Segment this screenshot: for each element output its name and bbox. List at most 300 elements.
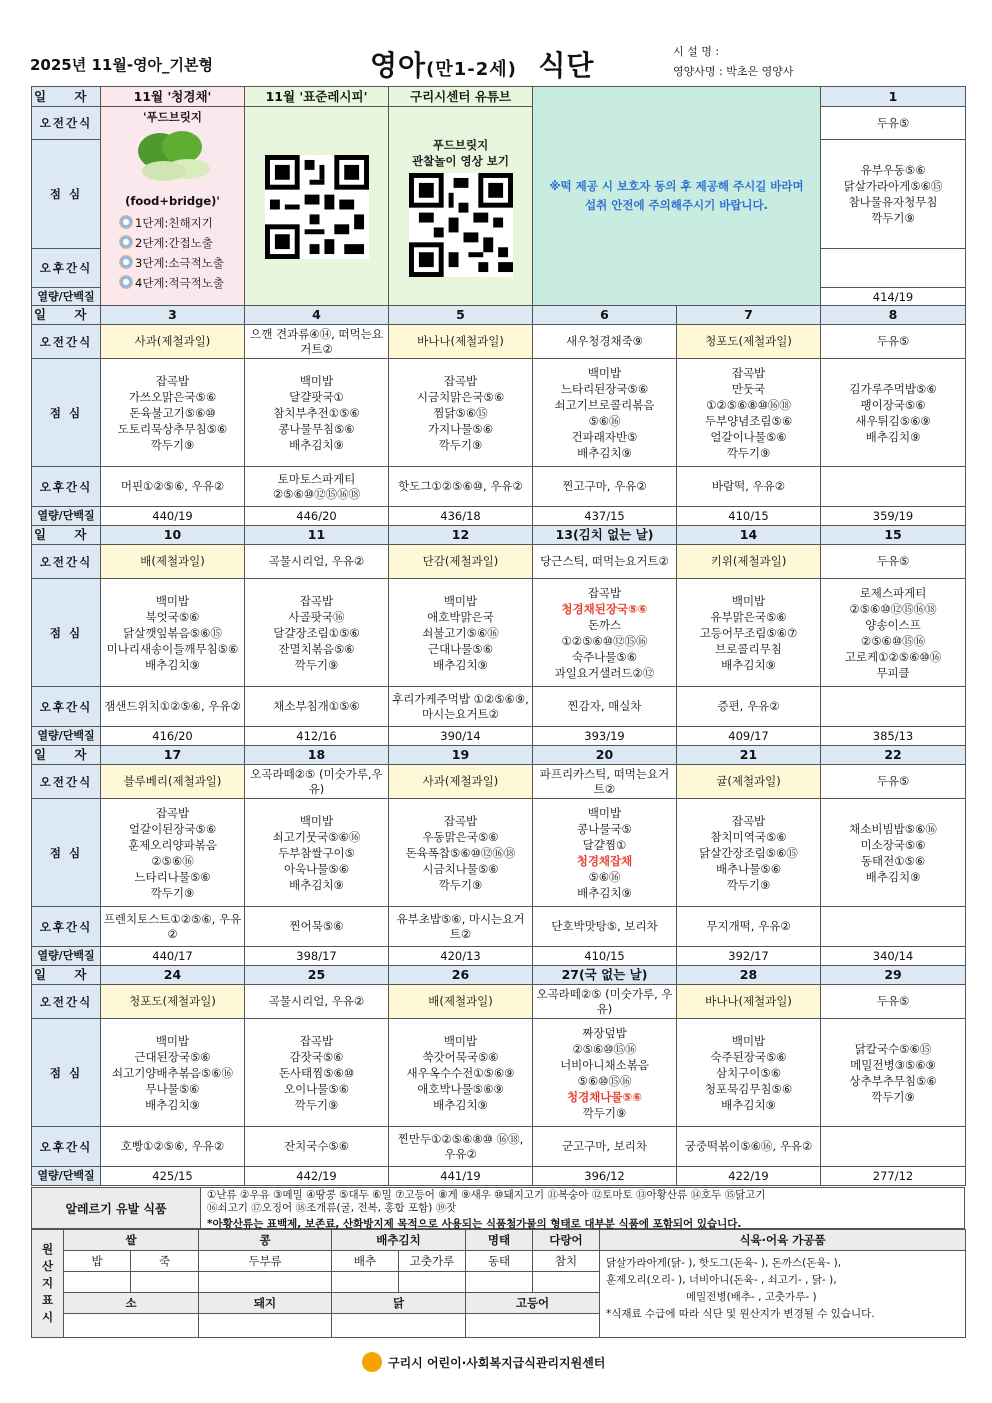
lunch-cell (245, 799, 389, 907)
lunch-cell (677, 799, 821, 907)
lunch-item: ①②⑤⑥⑧⑩⑯⑱ (706, 397, 791, 412)
lunch-cell (821, 799, 966, 907)
pm-snack-label: 오후간식 (32, 687, 101, 727)
am-snack-cell: 곡물시리얼, 우유② (245, 985, 389, 1019)
lunch-item: 얼갈이된장국⑤⑥ (128, 821, 217, 836)
lunch-item: 백미밥 (443, 593, 478, 608)
lunch-item: 두부양념조림⑤⑥ (704, 413, 793, 428)
lunch-item: 잔멸치볶음⑤⑥ (278, 641, 355, 656)
date-cell: 13(김치 없는 날) (533, 526, 677, 545)
lunch-item: 배추김치⑨ (433, 1097, 488, 1112)
lunch-item: 쇠고기뭇국⑤⑥⑯ (272, 829, 361, 844)
notice-cell (533, 87, 821, 306)
am-snack-cell: 오곡라떼②⑤ (미숫가루,우유) (245, 765, 389, 799)
lunch-item: 배추나물⑤⑥ (715, 861, 782, 876)
lunch-item: 백미밥 (155, 593, 190, 608)
pm-snack-cell: 프렌치토스트①②⑤⑥, 우유② (101, 907, 245, 947)
lunch-cell (101, 799, 245, 907)
date-cell: 21 (677, 746, 821, 765)
lunch-item: 백미밥 (587, 365, 622, 380)
date-cell: 17 (101, 746, 245, 765)
lunch-item: 얼갈이나물⑤⑥ (710, 429, 787, 444)
lunch-cell (533, 1019, 677, 1127)
pm-snack-cell (821, 467, 966, 507)
lunch-cell (821, 579, 966, 687)
energy-cell: 436/18 (389, 507, 533, 526)
am-snack-cell: 두유⑤ (821, 107, 966, 140)
energy-cell: 409/17 (677, 727, 821, 746)
lunch-item: 김가루주먹밥⑤⑥ (849, 381, 937, 396)
lunch-item: 근대나물⑤⑥ (427, 641, 494, 656)
lunch-item: 브로콜리무침 (715, 641, 782, 656)
date-label: 일 자 (32, 306, 101, 325)
energy-cell: 442/19 (245, 1167, 389, 1186)
lunch-label: 점 심 (32, 1019, 101, 1127)
lunch-cell (677, 1019, 821, 1127)
lunch-item: 백미밥 (587, 805, 622, 820)
energy-label: 열량/단백질 (32, 507, 101, 526)
date-cell: 14 (677, 526, 821, 545)
lunch-item: 백미밥 (299, 373, 334, 388)
lunch-item: 아욱나물⑤⑥ (283, 861, 350, 876)
pm-snack-cell: 호빵①②⑤⑥, 우유② (101, 1127, 245, 1167)
lunch-item: 백미밥 (299, 813, 334, 828)
lunch-cell (821, 359, 966, 467)
pm-snack-cell: 채소부침개①⑤⑥ (245, 687, 389, 727)
am-snack-cell: 청포도(제철과일) (101, 985, 245, 1019)
energy-cell: 416/20 (101, 727, 245, 746)
lunch-item: 백미밥 (443, 1033, 478, 1048)
lunch-item: 고등어무조림⑤⑥⑦ (699, 625, 798, 640)
lunch-item: 깍두기⑨ (294, 1097, 339, 1112)
allergy-box (31, 1187, 965, 1229)
lunch-item: 깍두기⑨ (438, 437, 483, 452)
lunch-label: 점 심 (32, 579, 101, 687)
lunch-item: 청경채잡채 (576, 853, 633, 868)
lunch-item: 참치미역국⑤⑥ (710, 829, 787, 844)
date-cell: 5 (389, 306, 533, 325)
date-cell: 18 (245, 746, 389, 765)
energy-cell: 340/14 (821, 947, 966, 966)
lunch-item: 배추김치⑨ (721, 657, 776, 672)
lunch-item: 우동맑은국⑤⑥ (422, 829, 499, 844)
recipe-qr-code-icon[interactable] (265, 155, 369, 259)
lunch-item: 도토리묵상추무침⑤⑥ (117, 421, 228, 436)
lunch-item: 배추김치⑨ (433, 657, 488, 672)
lunch-item: 느타리나물⑤⑥ (134, 869, 211, 884)
origin-sub-cabbage: 배추 (332, 1251, 399, 1272)
lunch-item: 달걀팟국① (289, 389, 344, 404)
lunch-item: 닭살깻잎볶음⑤⑥⑮ (123, 625, 222, 640)
lunch-item: 쇠고기양배추볶음⑤⑥⑯ (112, 1065, 233, 1080)
lunch-cell (101, 359, 245, 467)
pm-snack-cell: 증편, 우유② (677, 687, 821, 727)
date-label: 일 자 (32, 746, 101, 765)
energy-cell: 393/19 (533, 727, 677, 746)
lunch-item: 콩나물국⑤ (577, 821, 632, 836)
header-info (673, 42, 793, 82)
lunch-item: 쇠고기브로콜리볶음 (554, 397, 655, 412)
energy-cell: 410/15 (533, 947, 677, 966)
date-cell: 8 (821, 306, 966, 325)
pm-snack-cell (821, 907, 966, 947)
lunch-item: 무나물⑤⑥ (145, 1081, 200, 1096)
energy-label: 열량/단백질 (32, 1167, 101, 1186)
date-cell: 1 (821, 87, 966, 107)
lunch-item: 달걀찜① (582, 837, 627, 852)
am-snack-cell: 사과(제철과일) (389, 765, 533, 799)
am-snack-cell: 단감(제철과일) (389, 545, 533, 579)
am-snack-cell: 청포도(제철과일) (677, 325, 821, 359)
energy-cell: 398/17 (245, 947, 389, 966)
lunch-item: 잡곡밥 (155, 373, 190, 388)
lunch-item: 로제스파게티 (859, 585, 927, 600)
lunch-item: 감잣국⑤⑥ (289, 1049, 344, 1064)
lunch-item: 잡곡밥 (299, 1033, 334, 1048)
page-title: 영아(만1-2세) 식단 (370, 49, 595, 82)
lunch-item: 돈사태찜⑤⑥⑩ (278, 1065, 355, 1080)
step-badge-icon (119, 215, 133, 229)
date-cell: 7 (677, 306, 821, 325)
origin-kimchi-header: 배추김치 (332, 1230, 466, 1251)
date-label: 일 자 (32, 87, 101, 107)
am-snack-cell: 키위(제철과일) (677, 545, 821, 579)
lunch-item: 돈육폭찹⑤⑥⑩⑫⑯⑱ (405, 845, 516, 860)
allergy-label: 알레르기 유발 식품 (32, 1188, 201, 1228)
lunch-item: 배추김치⑨ (865, 429, 921, 444)
lunch-item: 돈까스 (587, 617, 622, 632)
lunch-item: 잡곡밥 (299, 593, 334, 608)
am-snack-label: 오전간식 (32, 765, 101, 799)
lunch-item: 유부맑은국⑤⑥ (710, 609, 787, 624)
energy-cell: 441/19 (389, 1167, 533, 1186)
am-snack-cell: 곡물시리얼, 우유② (245, 545, 389, 579)
lunch-cell (245, 359, 389, 467)
origin-mackerel-header: 고등어 (466, 1293, 600, 1314)
pm-snack-label: 오후간식 (32, 467, 101, 507)
pm-snack-label: 오후간식 (32, 249, 101, 288)
lunch-item: 가쓰오맑은국⑤⑥ (128, 389, 217, 404)
menu-table (31, 86, 966, 1186)
pm-snack-cell: 유부초밥⑤⑥, 마시는요거트② (389, 907, 533, 947)
am-snack-cell: 블루베리(제철과일) (101, 765, 245, 799)
pm-snack-cell: 찐만두①②⑤⑥⑧⑩ ⑯⑱, 우유② (389, 1127, 533, 1167)
lunch-item: ①②⑤⑥⑩⑫⑮⑯ (561, 633, 648, 648)
pm-snack-cell: 머핀①②⑤⑥, 우유② (101, 467, 245, 507)
date-cell: 11 (245, 526, 389, 545)
lunch-cell (533, 359, 677, 467)
origin-sub-rice: 밥 (64, 1251, 131, 1272)
step-4: 4단계:적극적노출 (119, 273, 242, 293)
step-badge-icon (119, 235, 133, 249)
lunch-item: 달걀장조림①⑤⑥ (273, 625, 360, 640)
lunch-item: 돈육불고기⑤⑥⑩ (129, 405, 216, 420)
lunch-item: ⑤⑥⑩⑮⑯ (577, 1073, 632, 1088)
origin-sub-pollack: 동태 (466, 1251, 533, 1272)
lunch-item: 훈제오리양파볶음 (128, 837, 217, 852)
am-snack-cell: 바나나(제철과일) (677, 985, 821, 1019)
date-cell: 4 (245, 306, 389, 325)
lunch-cell (677, 359, 821, 467)
food-bridge-sub: (food+bridge)' (125, 194, 220, 208)
pm-snack-cell (821, 1127, 966, 1167)
lunch-item: 쑥갓어묵국⑤⑥ (422, 1049, 499, 1064)
lunch-item: 깍두기⑨ (438, 877, 483, 892)
lunch-cell (101, 1019, 245, 1127)
lunch-label: 점 심 (32, 359, 101, 467)
origin-pollack-header: 명태 (466, 1230, 533, 1251)
origin-bean-header: 콩 (199, 1230, 332, 1251)
lunch-item: 청경채된장국⑤⑥ (561, 601, 648, 616)
lunch-item: 새우튀김⑤⑥⑨ (855, 413, 931, 428)
lunch-item: 배추김치⑨ (577, 445, 632, 460)
am-snack-cell: 배(제철과일) (101, 545, 245, 579)
youtube-qr-code-icon[interactable] (409, 173, 513, 277)
am-snack-cell: 두유⑤ (821, 325, 966, 359)
facility-name: 시 설 명 : (673, 45, 720, 58)
pm-snack-cell: 찐고구마, 우유② (533, 467, 677, 507)
lunch-item: 잡곡밥 (443, 373, 478, 388)
lunch-cell (389, 1019, 533, 1127)
lunch-item: 시금치맑은국⑤⑥ (416, 389, 505, 404)
am-snack-cell: 으깬 견과류④⑭, 떠먹는요거트② (245, 325, 389, 359)
am-snack-cell: 새우청경채죽⑨ (533, 325, 677, 359)
lunch-item: ②⑤⑥⑯ (151, 853, 194, 868)
lunch-cell (821, 1019, 966, 1127)
lunch-item: 배추김치⑨ (865, 869, 921, 884)
step-badge-icon (119, 255, 133, 269)
lunch-item: 상추부추무침⑤⑥ (849, 1073, 937, 1088)
am-snack-label: 오전간식 (32, 325, 101, 359)
lunch-item: ⑤⑥⑯ (588, 869, 621, 884)
lunch-item: 배추김치⑨ (577, 885, 632, 900)
energy-cell: 425/15 (101, 1167, 245, 1186)
lunch-item: 채소비빔밥⑤⑥⑯ (849, 821, 937, 836)
food-bridge-title: '푸드브릿지 (142, 110, 203, 124)
nutritionist-name: 영양사명 : 박초은 영양사 (673, 65, 794, 78)
lunch-item: 두부참쌀구이⑤ (278, 845, 355, 860)
lunch-item: ②⑤⑥⑩⑮⑯ (572, 1041, 637, 1056)
lunch-item: 고로케①②⑤⑥⑩⑯ (844, 649, 942, 664)
pm-snack-label: 오후간식 (32, 1127, 101, 1167)
energy-cell: 440/19 (101, 507, 245, 526)
lunch-item: 배추김치⑨ (145, 1097, 200, 1112)
food-bridge-promo (101, 107, 245, 306)
origin-beef-header: 소 (64, 1293, 199, 1314)
footer-org-name: 구리시 어린이·사회복지급식관리지원센터 (388, 1355, 606, 1370)
date-cell: 19 (389, 746, 533, 765)
date-cell: 24 (101, 966, 245, 985)
pm-snack-label: 오후간식 (32, 907, 101, 947)
lunch-item: 동태전①⑤⑥ (860, 853, 926, 868)
origin-chicken-header: 닭 (332, 1293, 466, 1314)
lunch-cell (677, 579, 821, 687)
date-cell: 3 (101, 306, 245, 325)
lunch-item: ⑤⑥⑯ (588, 413, 621, 428)
lunch-cell: 유부우동⑤⑥ 닭살가라아게⑤⑥⑮ 참나물유자청무침 깍두기⑨ (821, 140, 966, 249)
lunch-item: 콩나물무침⑤⑥ (278, 421, 355, 436)
lunch-item: 배추김치⑨ (289, 437, 344, 452)
energy-cell: 440/17 (101, 947, 245, 966)
lunch-item: 미소장국⑤⑥ (860, 837, 926, 852)
lunch-cell (245, 1019, 389, 1127)
lunch-item: 잡곡밥 (731, 813, 766, 828)
origin-sub-pepper: 고춧가루 (399, 1251, 466, 1272)
lunch-item: 배추김치⑨ (145, 657, 200, 672)
origin-pork-header: 돼지 (199, 1293, 332, 1314)
lunch-item: 배추김치⑨ (721, 1097, 776, 1112)
lunch-item: 깍두기⑨ (726, 877, 771, 892)
origin-sub-tuna: 참치 (533, 1251, 600, 1272)
origin-sub-tofu: 두부류 (199, 1251, 332, 1272)
lunch-item: 과일요거샐러드②⑫ (554, 665, 655, 680)
lunch-item: 양송이스프 (865, 617, 921, 632)
allergy-note: *아황산류는 표백제, 보존료, 산화방지제 목적으로 사용되는 식품첨가물의 형태로 대부분 식품에 포함되어 있습니다. (207, 1218, 742, 1230)
pm-snack-cell (821, 249, 966, 288)
lunch-item: 깍두기⑨ (582, 1105, 627, 1120)
lunch-item: 오이나물⑤⑥ (283, 1081, 350, 1096)
energy-cell: 412/16 (245, 727, 389, 746)
lunch-cell (245, 579, 389, 687)
am-snack-cell: 귤(제철과일) (677, 765, 821, 799)
lunch-item: 참치부추전①⑤⑥ (273, 405, 360, 420)
date-cell: 22 (821, 746, 966, 765)
energy-label: 열량/단백질 (32, 947, 101, 966)
lunch-item: 백미밥 (731, 593, 766, 608)
pm-snack-cell: 군고구마, 보리차 (533, 1127, 677, 1167)
lunch-item: 깍두기⑨ (150, 885, 195, 900)
pm-snack-cell: 토마토스파게티 ②⑤⑥⑩⑫⑮⑯⑱ (245, 467, 389, 507)
am-snack-label: 오전간식 (32, 107, 101, 140)
pm-snack-cell: 잼샌드위치①②⑤⑥, 우유② (101, 687, 245, 727)
pm-snack-cell: 단호박맛탕⑤, 보리차 (533, 907, 677, 947)
date-cell: 12 (389, 526, 533, 545)
lunch-item: 북엇국⑤⑥ (145, 609, 200, 624)
bok-choy-icon (130, 129, 216, 185)
lunch-item: 깍두기⑨ (871, 1089, 915, 1104)
pm-snack-cell (821, 687, 966, 727)
date-cell: 6 (533, 306, 677, 325)
pm-snack-cell: 바람떡, 우유② (677, 467, 821, 507)
lunch-item: 청포묵김무침⑤⑥ (704, 1081, 793, 1096)
lunch-item: 건파래자반⑤ (571, 429, 638, 444)
date-cell: 25 (245, 966, 389, 985)
lunch-item: 잡곡밥 (155, 805, 190, 820)
origin-sub-porridge: 죽 (131, 1251, 199, 1272)
lunch-label: 점 심 (32, 140, 101, 249)
pm-snack-cell: 잔치국수⑤⑥ (245, 1127, 389, 1167)
lunch-item: 잡곡밥 (587, 585, 622, 600)
date-label: 일 자 (32, 966, 101, 985)
lunch-item: 메밀전병③⑤⑥⑨ (850, 1057, 936, 1072)
date-cell: 20 (533, 746, 677, 765)
step-badge-icon (119, 275, 133, 289)
lunch-item: 삼치구이⑤⑥ (715, 1065, 782, 1080)
youtube-text-1: 푸드브릿지 (432, 138, 489, 152)
date-cell: 29 (821, 966, 966, 985)
lunch-cell (533, 579, 677, 687)
page-header (30, 40, 965, 88)
lunch-item: 쇠불고기⑤⑥⑯ (422, 625, 499, 640)
energy-cell: 396/12 (533, 1167, 677, 1186)
energy-cell: 437/15 (533, 507, 677, 526)
promo-vegetable-header: 11월 '청경채' (101, 87, 245, 107)
date-cell: 28 (677, 966, 821, 985)
origin-side-label: 원산지표시 (32, 1230, 64, 1338)
energy-cell: 385/13 (821, 727, 966, 746)
am-snack-cell: 당근스틱, 떠먹는요거트② (533, 545, 677, 579)
lunch-item: 잡곡밥 (443, 813, 478, 828)
date-cell: 27(국 없는 날) (533, 966, 677, 985)
origin-rice-header: 쌀 (64, 1230, 199, 1251)
pm-snack-cell: 궁중떡볶이⑤⑥⑯, 우유② (677, 1127, 821, 1167)
lunch-item: 시금치나물⑤⑥ (422, 861, 499, 876)
lunch-item: 너비아니채소볶음 (560, 1057, 649, 1072)
lunch-item: 근대된장국⑤⑥ (134, 1049, 211, 1064)
lunch-item: 숙주된장국⑤⑥ (710, 1049, 787, 1064)
lunch-item: 팽이장국⑤⑥ (860, 397, 926, 412)
lunch-item: 찜닭⑤⑥⑮ (433, 405, 488, 420)
am-snack-cell: 바나나(제철과일) (389, 325, 533, 359)
energy-cell: 414/19 (821, 288, 966, 306)
lunch-item: 깍두기⑨ (726, 445, 771, 460)
energy-cell: 420/13 (389, 947, 533, 966)
rice-cake-notice: ※떡 제공 시 보호자 동의 후 제공해 주시길 바라며 섭취 안전에 주의해주시기 바랍니다. (549, 179, 804, 212)
am-snack-cell: 배(제철과일) (389, 985, 533, 1019)
am-snack-cell: 두유⑤ (821, 545, 966, 579)
lunch-item: ②⑤⑥⑩⑫⑮⑯⑱ (849, 601, 937, 616)
lunch-cell (389, 579, 533, 687)
am-snack-label: 오전간식 (32, 985, 101, 1019)
lunch-item: 깍두기⑨ (294, 657, 339, 672)
am-snack-cell: 두유⑤ (821, 765, 966, 799)
lunch-item: 미나리새송이들깨무침⑤⑥ (106, 641, 239, 656)
energy-label: 열량/단백질 (32, 288, 101, 306)
lunch-item: 사골팟국⑯ (288, 609, 345, 624)
lunch-item: 애호박나물⑤⑥⑨ (417, 1081, 504, 1096)
youtube-qr-cell[interactable] (389, 107, 533, 306)
energy-cell: 359/19 (821, 507, 966, 526)
lunch-item: 가지나물⑤⑥ (427, 421, 494, 436)
energy-cell: 446/20 (245, 507, 389, 526)
recipe-qr-cell[interactable] (245, 107, 389, 306)
am-snack-cell: 파프리카스틱, 떠먹는요거트② (533, 765, 677, 799)
am-snack-cell: 오곡라떼②⑤ (미숫가루, 우유) (533, 985, 677, 1019)
lunch-label: 점 심 (32, 799, 101, 907)
menu-period: 2025년 11월-영아_기본형 (30, 56, 214, 74)
date-cell: 10 (101, 526, 245, 545)
pm-snack-cell: 찐어묵⑤⑥ (245, 907, 389, 947)
origin-processed-cell: 닭살가라아게(닭- ), 핫도그(돈육- ), 돈까스(돈육- ), 훈제오리(오리- ), 너비아니(돈육- , 쇠고기- , 닭- ), 메밀전병(배추- , 고춧가루- ) *식재료 수급에 따라 식단 및 원산지가 변경될 수 있습니다. (600, 1251, 966, 1338)
energy-cell: 390/14 (389, 727, 533, 746)
origin-tuna-header: 다랑어 (533, 1230, 600, 1251)
date-cell: 15 (821, 526, 966, 545)
step-3: 3단계:소극적노출 (119, 253, 242, 273)
lunch-cell (101, 579, 245, 687)
am-snack-cell: 사과(제철과일) (101, 325, 245, 359)
lunch-cell (389, 799, 533, 907)
pm-snack-cell: 찐감자, 매실차 (533, 687, 677, 727)
energy-cell: 392/17 (677, 947, 821, 966)
lunch-cell (389, 359, 533, 467)
lunch-item: 만둣국 (731, 381, 766, 396)
lunch-item: 백미밥 (155, 1033, 190, 1048)
lunch-item: 잡곡밥 (731, 365, 766, 380)
smile-logo-icon (362, 1352, 382, 1372)
step-2: 2단계:간접노출 (119, 233, 242, 253)
lunch-item: 청경채나물⑤⑥ (566, 1089, 643, 1104)
energy-cell: 422/19 (677, 1167, 821, 1186)
